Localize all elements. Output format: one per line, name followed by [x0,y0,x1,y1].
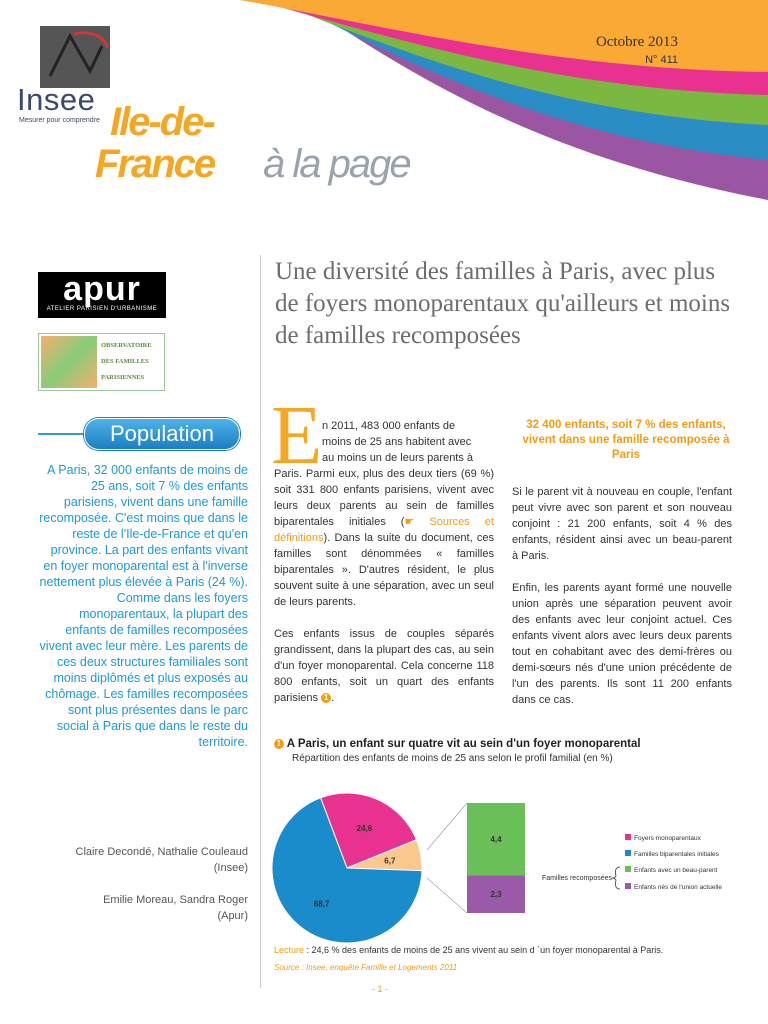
apur-logo-subtitle: ATELIER PARISIEN D'URBANISME [46,306,158,312]
figure-subtitle: Répartition des enfants de moins de 25 ans selon le profil familial (en %) [292,753,613,764]
column-2-heading: 32 400 enfants, soit 7 % des enfants, vivent dans une famille recomposée à Paris [522,419,730,461]
figure-ref-icon[interactable]: 1 [321,693,331,703]
col1-line2: moins de 25 ans habitent avec [322,436,472,448]
page-number: - 1 - [372,984,389,994]
observatoire-logo [38,333,165,391]
legend-group-brace [612,867,620,889]
article-column-1: n 2011, 483 000 enfants de moins de 25 ans habitent avec au moins un de leurs parents à Paris. Parmi eux, plus des deux tiers (69 %) soit 331 800 enfants parisiens, vivent avec leurs deux parents au sein de familles biparentales initiales (☛ Sources et définitions). Dans la suite du document, ces familles sont dénommées « familles biparentales ». D'autres résident, le plus souvent suite à une séparation, avec un seul de leurs parents. Ces enfants issus de couples séparés grandissent, dans la plupart des cas, au sein d'un foyer monoparental. Cela concerne 118 800 enfants, soit un quart des enfants parisiens 1 . [274,420,494,704]
figure-title-text: A Paris, un enfant sur quatre vit au sein d'un foyer monoparental [286,738,641,750]
authors-insee: Claire Decondé, Nathalie Couleaud [75,846,248,858]
apur-logo-text: apur [63,270,141,308]
publication-date: Octobre 2013 [595,34,678,50]
observatoire-line2: DES FAMILLES [101,358,149,365]
pie-slice-label-1: 6,7 [384,856,396,866]
drop-cap: E [271,389,323,482]
publication-title-part3: à la page [263,142,410,186]
legend-label-1: Familles biparentales initiales [634,851,719,858]
intro-summary: A Paris, 32 000 enfants de moins de 25 ans, soit 7 % des enfants parisiens, vivent dans une famille recomposée. C'est moins que dans le reste de l'Ile-de-France et qu'en province. La part des enfants vivant en foyer monoparental est à l'inverse nettement plus élevée à Paris (24 %). Comme dans les foyers monoparentaux, la plupart des enfants de familles recomposées vivent avec leur mère. Les parents de ces deux structures familiales sont moins diplômés et plus exposés au chômage. Les familles recomposées sont plus présentes dans le parc social à Paris que dans le reste du territoire. [39,463,248,749]
col2-paragraph1: Si le parent vit à nouveau en couple, l'enfant peut vivre avec son parent et son nouveau conjoint : 21 200 enfants, soit 4 % des enfants, résident ainsi avec un beau-parent à Paris. [512,486,732,562]
legend-swatch-0 [625,834,631,840]
legend-group-label: Familles recomposées [541,875,612,882]
legend-swatch-2 [625,866,631,872]
legend-swatch-1 [625,850,631,856]
authors-block [38,844,248,924]
connector-line-bottom [427,878,467,913]
publication-title-part2: France [95,142,215,186]
lecture-text: : 24,6 % des enfants de moins de 25 ans vivent au sein d `un foyer monoparental à Paris. [304,945,664,955]
article-title: Une diversité des familles à Paris, avec plus de foyers monoparentaux qu'ailleurs et moins de familles recomposées [275,258,731,349]
column-divider [260,255,261,988]
legend-label-3: Enfants nés de l'union actuelle [634,884,722,891]
pie-slice-label-0: 24,6 [356,824,373,834]
legend-label-0: Foyers monoparentaux [634,835,701,842]
observatoire-line1: OBSERVATOIRE [101,342,152,349]
connector-line-top [427,803,467,850]
observatoire-figures-image [41,336,97,388]
col1-paragraph1-end: ). Dans la suite du document, ces familles sont dénommées « familles biparentales ». D'autres résident, le plus souvent suite à une séparation, avec un seul de leurs parents. [274,532,494,608]
breakdown-label-0: 4,4 [490,835,502,845]
insee-logo-mark [40,26,110,88]
col1-paragraph1: Paris. Parmi eux, plus des deux tiers (69 %) soit 331 800 enfants parisiens, vivent avec leurs deux parents au sein de familles biparentales initiales ( [274,468,494,528]
authors-insee-affiliation: (Insee) [213,862,248,874]
observatoire-line3: PARISIENNES [101,374,145,381]
legend-label-2: Enfants avec un beau-parent [634,867,718,874]
figure-number-icon: 1 [274,739,284,749]
figure-title [274,738,641,750]
breakdown-label-1: 2,3 [490,890,502,900]
figure-reading-note [274,945,744,955]
apur-logo [38,272,166,318]
authors-apur: Emilie Moreau, Sandra Roger [103,894,248,906]
lecture-label: Lecture [274,945,305,955]
issue-number: N° 411 [645,54,678,66]
col2-paragraph2: Enfin, les parents ayant formé une nouvelle union après une séparation peuvent avoir des enfants avec leur conjoint actuel. Ces enfants vivent alors avec leurs deux parents tout en cohabitant avec des demi-frères ou demi-sœurs nés d'une union précédente de l'un des parents. Ils sont 11 200 enfants dans ce cas. [512,582,732,706]
col1-paragraph2: Ces enfants issus de couples séparés grandissent, dans la plupart des cas, au sein d'un foyer monoparental. Cela concerne 118 800 enfants, soit un quart des enfants parisiens [274,628,494,704]
publication-title-part1: Ile-de- [110,100,214,144]
col1-line3: au moins un de leurs parents à [322,452,474,464]
legend-swatch-3 [625,883,631,889]
insee-logo-text: Insee [17,82,96,117]
sources-definitions-link[interactable]: ☛ Sources et définitions [274,516,494,544]
figure-source: Source : Insee, enquête Famille et Logements 2011 [274,963,458,972]
observatoire-logo-text [101,338,152,386]
article-column-2 [512,484,732,724]
insee-logo-icon [40,26,110,88]
pie-chart [262,768,742,943]
col1-line1: n 2011, 483 000 enfants de [322,420,456,432]
pie-slice-label-2: 68,7 [313,899,330,909]
insee-tagline: Mesurer pour comprendre [19,117,100,124]
authors-apur-affiliation: (Apur) [217,910,248,922]
section-label: Population [84,418,240,450]
